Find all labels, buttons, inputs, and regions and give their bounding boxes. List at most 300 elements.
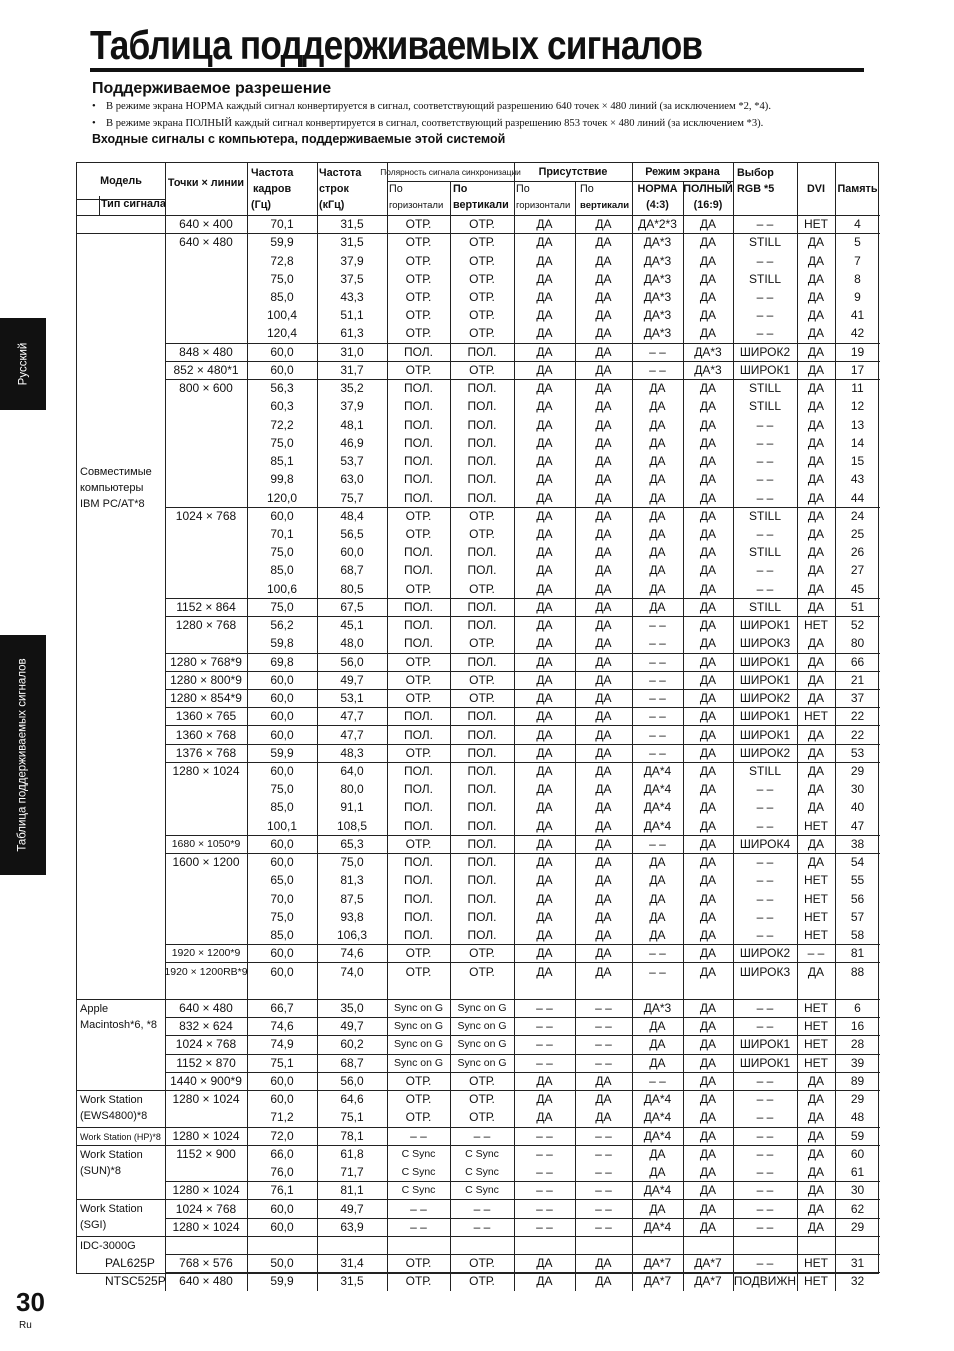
table-cell: ДА <box>807 253 825 268</box>
table-cell: 24 <box>850 508 865 523</box>
model-group-label: Work Station (SUN)*8 <box>80 1148 143 1177</box>
table-cell: ДА <box>536 454 553 469</box>
table-cell: ДА <box>649 1146 666 1161</box>
table-cell: ДА <box>536 836 553 851</box>
table-cell: STILL <box>748 271 781 286</box>
table-cell <box>632 1236 683 1254</box>
table-cell: 70,0 <box>270 891 294 906</box>
table-cell: 1024 × 768 <box>175 1201 237 1216</box>
table-cell: ДА <box>699 636 717 651</box>
table-cell: 47 <box>850 818 865 833</box>
table-cell: ДА <box>536 727 553 742</box>
table-cell: 31,5 <box>340 217 364 232</box>
table-cell: 37,9 <box>340 399 364 414</box>
table-cell: ШИРОК1 <box>739 709 791 724</box>
table-cell: ДА <box>699 527 717 542</box>
table-cell: 60,0 <box>270 1219 294 1234</box>
table-cell: ОТР. <box>469 326 495 341</box>
table-cell: ДА <box>699 1073 717 1088</box>
table-cell: ОТР. <box>469 1256 495 1271</box>
table-cell: ДА*2*3 <box>638 217 677 232</box>
table-cell: ДА <box>595 946 612 961</box>
table-cell: – – <box>536 1000 553 1015</box>
table-cell: ДА*3 <box>643 1000 672 1015</box>
table-cell: ШИРОК1 <box>739 672 791 687</box>
subheader-divider <box>575 181 576 215</box>
table-cell: ОТР. <box>469 581 495 596</box>
table-cell: ПОЛ. <box>403 435 434 450</box>
table-cell: ДА <box>595 344 612 359</box>
table-cell: ДА <box>699 727 717 742</box>
table-cell: ШИРОК1 <box>739 362 791 377</box>
page-title: Таблица поддерживаемых сигналов <box>90 22 703 68</box>
table-cell <box>514 981 575 999</box>
table-cell: ШИРОК2 <box>739 745 791 760</box>
table-cell: ПОЛ. <box>403 891 434 906</box>
table-cell: 60,2 <box>340 1037 364 1052</box>
table-cell: 40 <box>850 800 865 815</box>
table-cell: ДА <box>699 1146 717 1161</box>
header-divider <box>165 163 166 215</box>
table-cell: ОТР. <box>469 1092 495 1107</box>
table-cell: 8 <box>854 271 861 286</box>
table-cell: ОТР. <box>469 1110 495 1125</box>
table-cell: ДА <box>699 290 717 305</box>
table-cell: – – <box>756 1000 774 1015</box>
table-cell: 1280 × 800*9 <box>170 672 242 687</box>
table-cell: 1600 × 1200 <box>172 855 240 870</box>
table-cell: 55 <box>850 873 865 888</box>
table-cell <box>165 580 247 598</box>
table-cell: ПОЛ. <box>467 490 497 505</box>
table-cell: ШИРОК1 <box>739 654 791 669</box>
table-cell: НЕТ <box>804 873 828 888</box>
table-cell: ДА <box>807 1110 825 1125</box>
table-cell: ДА <box>649 855 666 870</box>
table-cell: 1280 × 768 <box>175 618 237 633</box>
table-cell: 60,0 <box>270 964 294 979</box>
table-cell: ДА <box>699 891 717 906</box>
table-cell: – – <box>649 727 666 742</box>
table-cell: 1280 × 768*9 <box>170 654 242 669</box>
table-cell: ДА*3 <box>643 235 672 250</box>
table-cell: ДА <box>536 800 553 815</box>
table-cell: 640 × 400 <box>179 217 233 232</box>
table-cell: 54 <box>850 855 865 870</box>
table-cell: НЕТ <box>804 217 828 232</box>
table-cell: 1920 × 1200*9 <box>171 947 241 960</box>
header-pol-h-2: горизонтали <box>389 199 444 211</box>
table-cell: ДА <box>699 271 717 286</box>
table-cell: ДА <box>595 891 612 906</box>
table-cell: ПОЛ. <box>467 545 497 560</box>
table-cell: 59,9 <box>270 745 294 760</box>
table-cell: 61,8 <box>340 1146 364 1161</box>
table-cell: ПОЛ. <box>467 782 497 797</box>
table-cell: – – <box>756 1183 774 1198</box>
table-cell: 60,0 <box>270 1073 294 1088</box>
table-cell: ПОЛ. <box>403 782 434 797</box>
table-cell: ШИРОК2 <box>739 691 791 706</box>
table-cell: ДА <box>595 818 612 833</box>
table-cell: ОТР. <box>405 326 432 341</box>
table-cell: – – <box>756 490 774 505</box>
table-cell: 19 <box>850 344 865 359</box>
table-cell: ДА <box>807 344 825 359</box>
table-cell: ОТР. <box>405 362 432 377</box>
table-cell: ДА <box>595 745 612 760</box>
table-cell: ДА <box>699 1019 717 1034</box>
table-cell: – – <box>473 1219 491 1234</box>
table-cell: ДА <box>536 381 553 396</box>
table-cell: ДА <box>699 581 717 596</box>
subheader-divider <box>450 181 451 215</box>
table-cell: ДА*3 <box>643 308 672 323</box>
table-cell: STILL <box>748 545 781 560</box>
table-cell: ДА <box>807 691 825 706</box>
table-cell: ОТР. <box>469 636 495 651</box>
table-cell: – – <box>756 800 774 815</box>
table-cell: ДА <box>595 417 612 432</box>
table-cell: ОТР. <box>469 672 495 687</box>
table-cell: 13 <box>850 417 865 432</box>
table-cell: 6 <box>854 1000 861 1015</box>
table-cell: ДА <box>807 399 825 414</box>
table-cell: ДА <box>699 1055 717 1070</box>
header-divider <box>514 163 515 215</box>
table-cell: ДА <box>536 399 553 414</box>
table-cell: ДА <box>595 1274 612 1289</box>
language-side-tab <box>0 318 46 410</box>
table-cell: ДА*4 <box>643 1128 672 1143</box>
header-dots-lines: Точки × линии <box>167 177 245 189</box>
table-cell: – – <box>756 253 774 268</box>
table-cell: ПОЛ. <box>467 435 497 450</box>
table-cell: 60,0 <box>270 691 294 706</box>
table-cell: ДА <box>699 253 717 268</box>
section-subtitle: Поддерживаемое разрешение <box>92 80 332 97</box>
table-cell: ДА <box>699 1219 717 1234</box>
table-cell: НЕТ <box>804 618 828 633</box>
table-cell: ПОЛ. <box>467 472 497 487</box>
table-cell <box>247 1236 317 1254</box>
table-cell: ДА <box>807 308 825 323</box>
header-pres-h-2: горизонтали <box>516 199 571 211</box>
table-cell: 38 <box>850 836 865 851</box>
table-cell: ДА <box>595 709 612 724</box>
table-cell: 28 <box>850 1037 865 1052</box>
table-cell: ДА <box>595 855 612 870</box>
table-cell: ДА <box>536 344 553 359</box>
table-cell: 60,0 <box>270 508 294 523</box>
table-cell: 60,0 <box>270 1201 294 1216</box>
table-cell: ПОЛ. <box>467 454 497 469</box>
table-cell: – – <box>536 1055 553 1070</box>
header-divider <box>835 163 836 215</box>
table-cell: – – <box>807 946 825 961</box>
table-cell: 58 <box>850 928 865 943</box>
table-cell: – – <box>649 654 666 669</box>
table-cell: ДА <box>699 326 717 341</box>
table-cell: ДА <box>595 581 612 596</box>
table-cell <box>387 1236 450 1254</box>
table-cell: 37 <box>850 691 865 706</box>
table-cell: ДА <box>536 508 553 523</box>
table-cell: ДА <box>595 217 612 232</box>
table-cell: Sync on G <box>457 1001 507 1014</box>
table-cell: ПОЛ. <box>403 636 434 651</box>
table-cell: ДА <box>595 362 612 377</box>
table-cell: ПОЛ. <box>467 618 497 633</box>
table-cell: 1152 × 864 <box>176 599 236 614</box>
table-cell <box>165 926 247 944</box>
table-cell: 9 <box>854 290 861 305</box>
table-cell: 1024 × 768 <box>175 508 237 523</box>
table-cell: ДА <box>595 1073 612 1088</box>
table-cell: ДА <box>807 271 825 286</box>
table-cell: 53,7 <box>340 454 364 469</box>
table-cell: ДА*3 <box>694 344 722 359</box>
table-cell: 47,7 <box>340 709 364 724</box>
table-cell: ДА <box>536 964 553 979</box>
note-norma-text: В режиме экрана НОРМА каждый сигнал конвертируется в сигнал, соответствующий разрешению 640 точек × 480 линий (за исключением *2, *4). <box>106 101 771 112</box>
subheader-divider <box>683 181 684 215</box>
table-cell: ДА <box>595 308 612 323</box>
table-cell: – – <box>536 1165 553 1180</box>
table-cell: 53 <box>850 745 865 760</box>
table-cell: ДА <box>595 235 612 250</box>
table-cell: ДА <box>649 1019 666 1034</box>
header-divider <box>797 163 798 215</box>
table-cell: 66,7 <box>270 1000 294 1015</box>
table-cell: 17 <box>850 362 865 377</box>
table-cell: 848 × 480 <box>179 344 233 359</box>
table-cell: ОТР. <box>469 290 495 305</box>
table-cell: 31,0 <box>340 344 364 359</box>
table-cell: ДА <box>536 217 553 232</box>
table-cell: ОТР. <box>469 964 495 979</box>
table-cell: ДА <box>595 490 612 505</box>
table-cell: 15 <box>850 454 865 469</box>
table-cell: ДА <box>699 308 717 323</box>
header-rgb-2: RGB *5 <box>737 183 775 195</box>
table-cell: ДА <box>536 764 553 778</box>
table-cell: 47,7 <box>340 727 364 742</box>
table-cell: ДА <box>649 1201 666 1216</box>
table-cell: ШИРОК3 <box>739 636 791 651</box>
table-cell: 68,7 <box>340 1055 364 1070</box>
table-cell: ДА <box>699 709 717 724</box>
table-cell: ПОЛ. <box>467 654 497 669</box>
note-full: • В режиме экрана ПОЛНЫЙ каждый сигнал конвертируется в сигнал, соответствующий разрешению 853 точек × 480 линий (за исключением *3). <box>92 118 764 129</box>
table-cell: 60,0 <box>270 855 294 870</box>
table-cell: ШИРОК2 <box>739 946 791 961</box>
table-cell: ДА <box>536 235 553 250</box>
table-cell: ДА <box>699 745 717 760</box>
table-cell: ДА <box>649 545 666 560</box>
table-cell: ДА <box>595 1110 612 1125</box>
table-cell <box>165 397 247 415</box>
table-cell: – – <box>649 709 666 724</box>
table-cell: ШИРОК4 <box>739 836 791 851</box>
table-cell: ПОЛ. <box>403 490 434 505</box>
table-cell: ДА <box>699 217 717 232</box>
model-group-label: Work Station (HP)*8 <box>80 1131 161 1142</box>
table-cell: 1360 × 768 <box>175 727 237 742</box>
note-full-text: В режиме экрана ПОЛНЫЙ каждый сигнал конвертируется в сигнал, соответствующий разрешению 853 точек × 480 линий (за исключением *3). <box>106 118 764 129</box>
table-cell: 35,2 <box>340 381 364 396</box>
table-cell: – – <box>756 563 774 578</box>
table-cell: 1440 × 900*9 <box>170 1073 242 1088</box>
table-cell: ОТР. <box>405 235 432 250</box>
header-divider <box>247 163 248 215</box>
table-cell: ДА <box>536 946 553 961</box>
table-cell: 93,8 <box>340 909 364 924</box>
table-cell: – – <box>756 1219 774 1234</box>
table-cell: НЕТ <box>804 1274 828 1289</box>
table-cell <box>247 981 317 999</box>
table-cell: 11 <box>851 381 864 396</box>
table-cell: ДА <box>807 964 825 979</box>
table-cell: ДА <box>595 1092 612 1107</box>
table-cell: ОТР. <box>405 217 432 232</box>
table-cell: ПОЛ. <box>467 909 497 924</box>
table-cell: – – <box>756 217 774 232</box>
table-cell <box>165 1108 247 1126</box>
table-cell: ДА <box>807 508 825 523</box>
table-cell: ДА <box>649 599 666 614</box>
table-cell: ДА <box>807 654 825 669</box>
table-cell: 45,1 <box>340 618 364 633</box>
table-cell: – – <box>756 527 774 542</box>
table-cell: ДА*4 <box>643 800 672 815</box>
table-cell <box>165 634 247 652</box>
table-cell: ПОЛ. <box>467 399 497 414</box>
table-cell: ДА <box>536 326 553 341</box>
table-cell: 64,6 <box>340 1092 364 1107</box>
table-cell: ДА <box>595 253 612 268</box>
table-cell: 91,1 <box>340 800 364 815</box>
table-cell: ОТР. <box>405 527 432 542</box>
header-rgb-1: Выбор <box>737 167 774 179</box>
table-cell: ДА <box>807 326 825 341</box>
table-cell: – – <box>756 454 774 469</box>
table-cell: 56 <box>850 891 865 906</box>
table-cell <box>450 981 514 999</box>
table-cell: ДА <box>536 1274 553 1289</box>
table-cell: – – <box>756 909 774 924</box>
table-cell: ДА <box>595 636 612 651</box>
table-cell: – – <box>649 836 666 851</box>
table-cell: ДА*4 <box>643 1092 672 1107</box>
table-cell: Sync on G <box>393 1038 444 1051</box>
table-cell: 56,2 <box>270 618 294 633</box>
table-cell: ДА <box>699 764 717 778</box>
table-cell: НЕТ <box>804 1019 828 1034</box>
table-cell: 59,9 <box>270 235 294 250</box>
model-group-label: Work Station (EWS4800)*8 <box>80 1094 148 1123</box>
table-cell: ДА*4 <box>643 1110 672 1125</box>
table-cell: ПОЛ. <box>467 855 497 870</box>
table-cell: ДА <box>595 545 612 560</box>
table-cell: ДА <box>699 836 717 851</box>
table-cell: 5 <box>854 235 861 250</box>
table-cell: ДА <box>595 928 612 943</box>
table-cell: 67,5 <box>340 599 364 614</box>
table-cell: ДА*7 <box>643 1274 672 1289</box>
table-cell: ОТР. <box>469 271 495 286</box>
table-cell: STILL <box>748 381 781 396</box>
table-cell: ДА <box>595 435 612 450</box>
table-cell: 16 <box>850 1019 865 1034</box>
model-group-label: Apple Macintosh*6, *8 <box>80 1002 158 1031</box>
table-cell: ДА <box>536 928 553 943</box>
header-norma-2: (4:3) <box>646 199 669 211</box>
table-cell: ДА <box>536 308 553 323</box>
table-cell: 48,0 <box>340 636 364 651</box>
table-cell: 1280 × 1024 <box>172 764 240 778</box>
table-cell <box>165 525 247 543</box>
table-cell: 56,5 <box>340 527 364 542</box>
table-cell: ДА <box>699 672 717 687</box>
table-cell: – – <box>756 1073 774 1088</box>
table-cell <box>165 817 247 835</box>
table-cell: 74,9 <box>270 1037 294 1052</box>
table-cell: 75,1 <box>340 1110 364 1125</box>
table-cell: ПОЛ. <box>403 344 434 359</box>
table-cell: 31,5 <box>340 235 364 250</box>
header-divider <box>317 163 318 215</box>
table-cell: 65,0 <box>270 873 294 888</box>
table-cell: Sync on G <box>457 1038 507 1051</box>
table-cell: ДА <box>699 818 717 833</box>
table-cell: ДА <box>536 472 553 487</box>
table-cell: ОТР. <box>405 308 432 323</box>
table-cell: ОТР. <box>405 1256 432 1271</box>
model-group-label: Совместимые компьютеры IBM PC/AT*8 <box>80 466 152 511</box>
table-cell: 44 <box>850 490 865 505</box>
table-cell: ДА <box>536 709 553 724</box>
table-cell: ДА <box>649 454 666 469</box>
table-cell: 48,3 <box>340 745 364 760</box>
table-cell: ДА <box>699 454 717 469</box>
table-cell: 31,4 <box>340 1256 364 1271</box>
table-cell: ОТР. <box>405 290 432 305</box>
table-cell: ДА <box>595 399 612 414</box>
table-cell: НЕТ <box>804 1000 828 1015</box>
table-cell: – – <box>410 1219 427 1234</box>
table-cell: ДА <box>699 1183 717 1198</box>
table-cell <box>797 1236 835 1254</box>
table-cell: ДА <box>595 873 612 888</box>
table-cell: – – <box>756 928 774 943</box>
table-cell: 1280 × 854*9 <box>170 691 242 706</box>
table-cell: ДА <box>595 691 612 706</box>
table-cell: 46,9 <box>340 435 364 450</box>
table-cell: 85,0 <box>270 928 294 943</box>
table-cell: ДА <box>699 399 717 414</box>
table-cell: – – <box>756 326 774 341</box>
table-cell: ДА <box>649 490 666 505</box>
table-cell: – – <box>649 636 666 651</box>
table-cell: ШИРОК2 <box>739 344 791 359</box>
table-cell: ДА <box>699 946 717 961</box>
table-cell: 71,7 <box>340 1165 364 1180</box>
table-cell: 60,0 <box>270 672 294 687</box>
table-cell: – – <box>756 891 774 906</box>
table-cell <box>165 1163 247 1181</box>
table-cell: ОТР. <box>405 745 432 760</box>
